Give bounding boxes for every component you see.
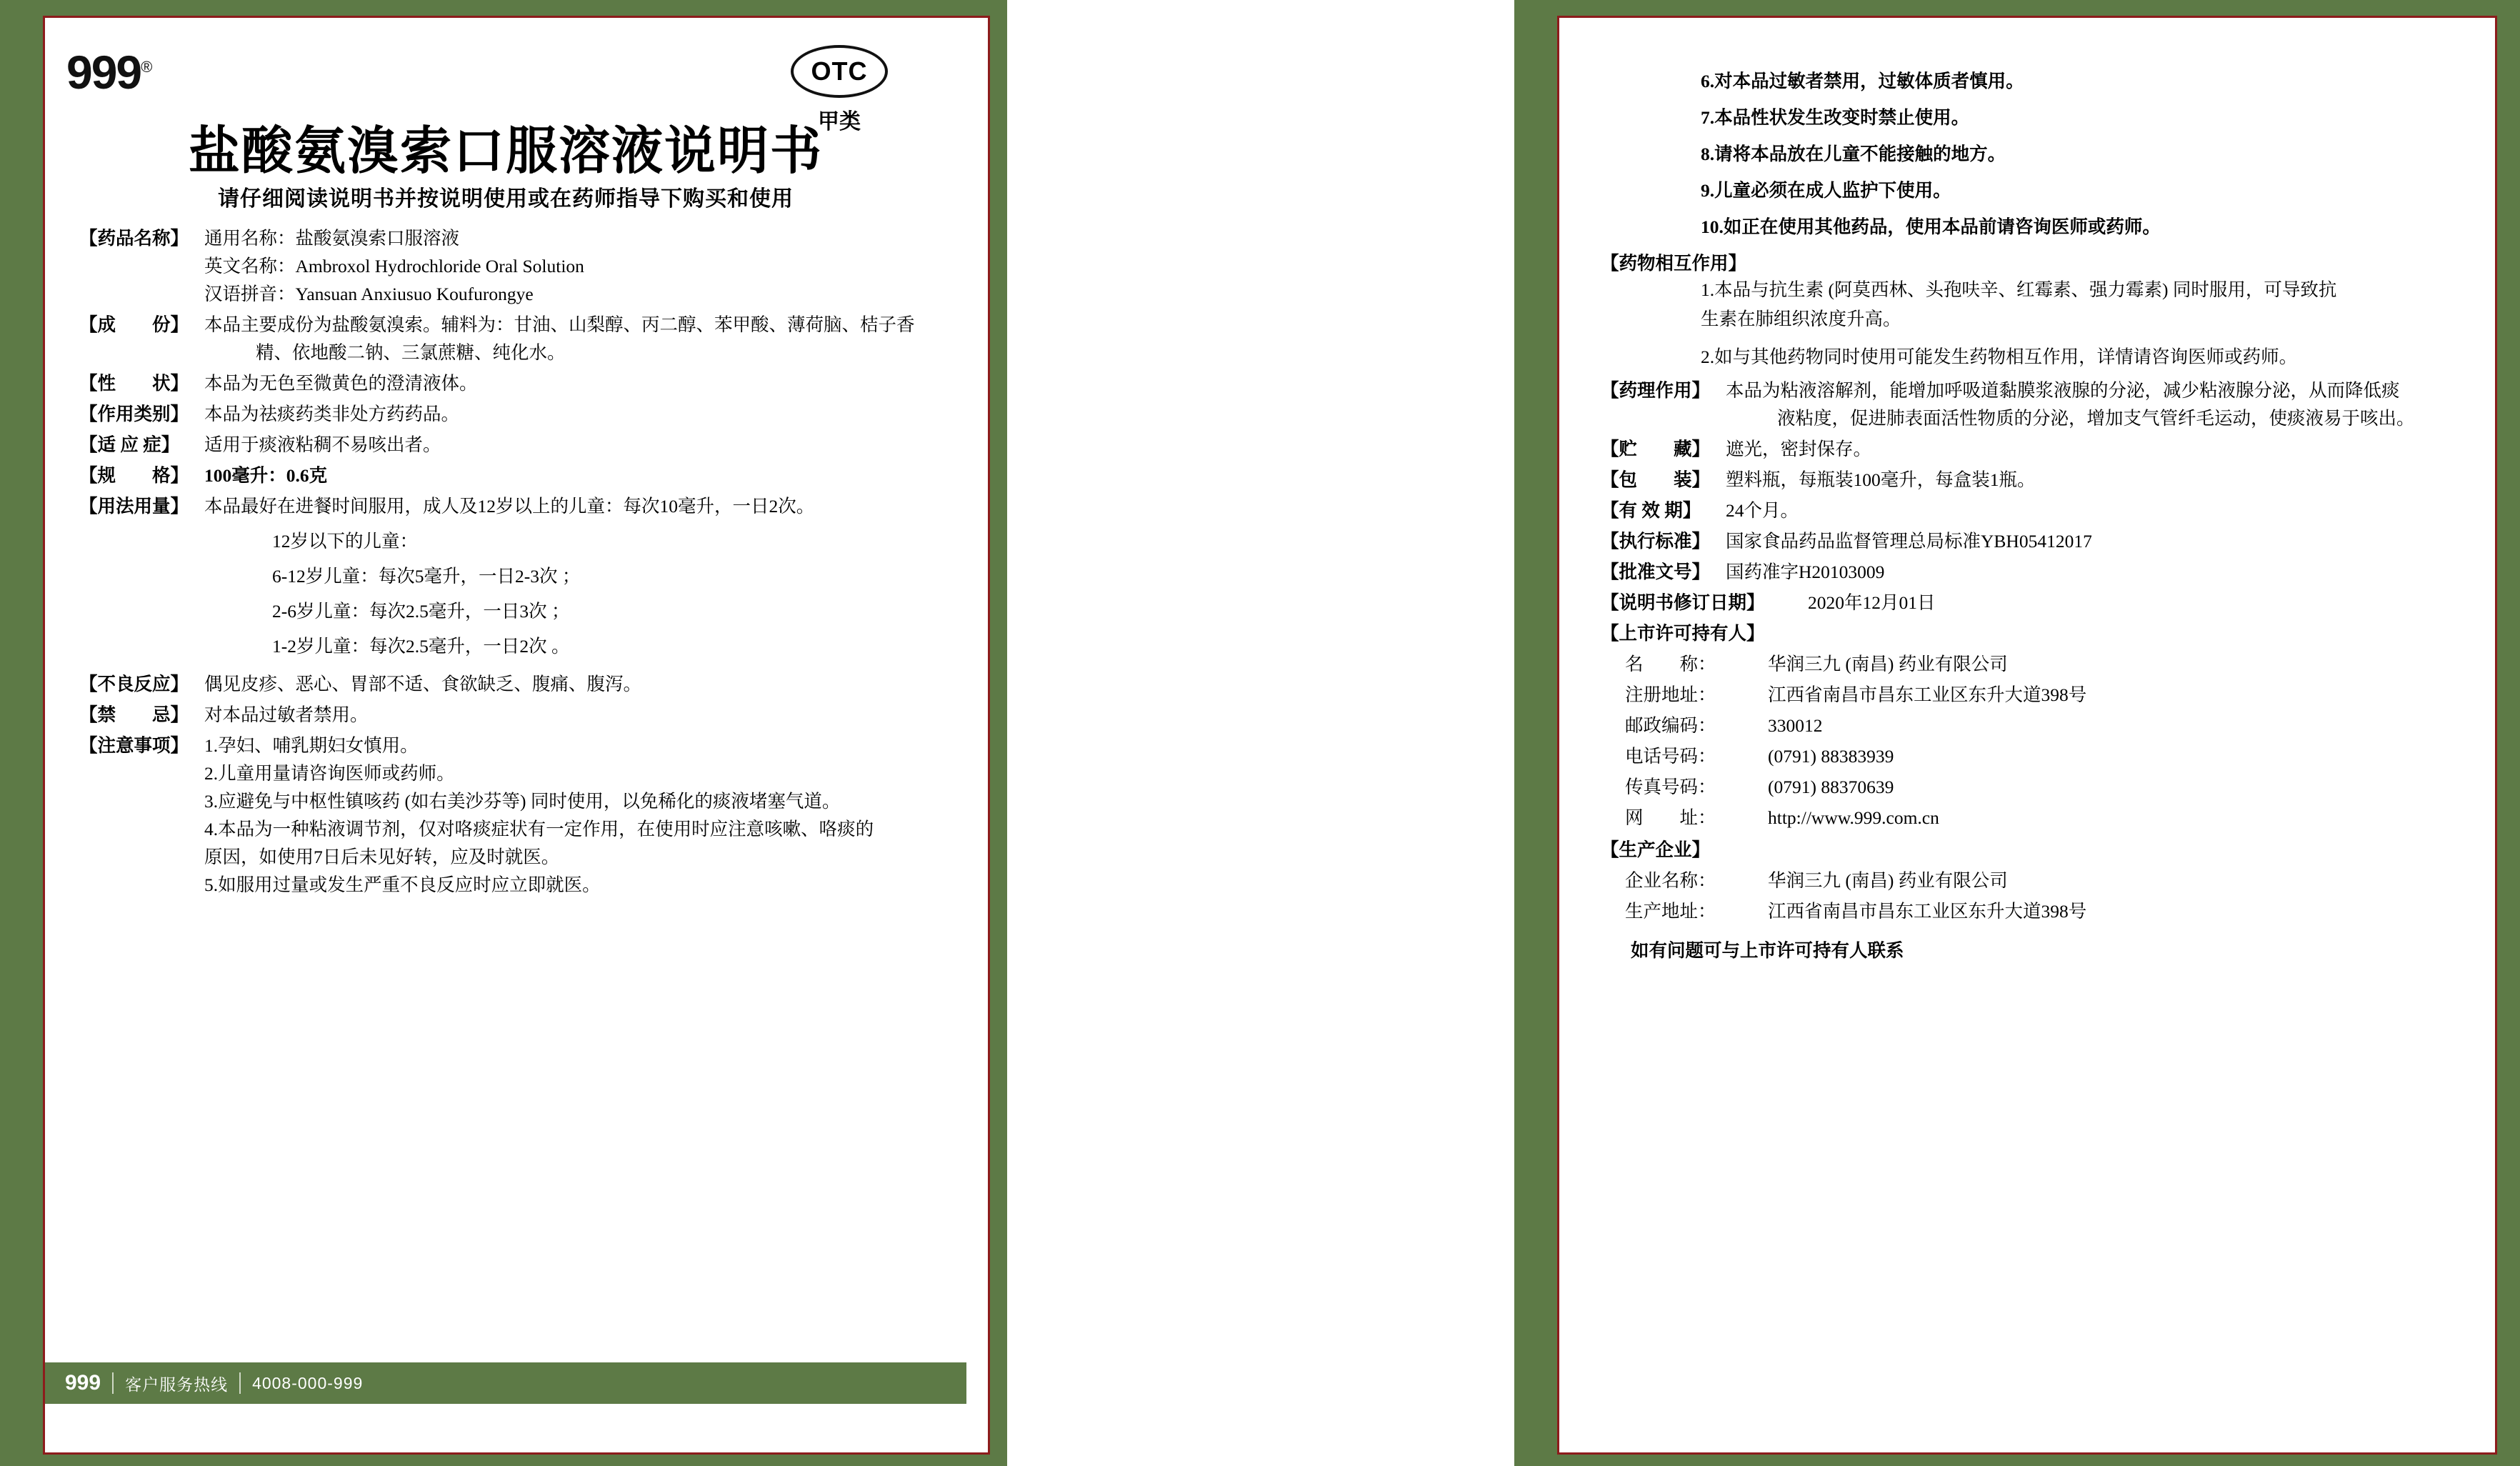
holder-field: [1625, 804, 2458, 831]
section-drug-interactions: [1601, 250, 2458, 370]
section-line: 英文名称：Ambroxol Hydrochloride Oral Solution: [204, 256, 584, 276]
section-label: 【包 装】: [1601, 469, 1711, 490]
field-value: http://www.999.com.cn: [1768, 807, 1939, 828]
field-value: 华润三九 (南昌) 药业有限公司: [1768, 654, 2008, 674]
section-precautions: [79, 732, 936, 899]
section-label: 【作用类别】: [79, 404, 189, 424]
left-footer-bar: [45, 1362, 966, 1404]
precaution-item: 8.请将本品放在儿童不能接触的地方。: [1701, 144, 2006, 164]
section-line: 1-2岁儿童：每次2.5毫升，一日2次 。: [272, 636, 570, 657]
section-line: 2-6岁儿童：每次2.5毫升，一日3次 ；: [272, 601, 570, 622]
left-leaflet-content: [45, 18, 966, 1422]
field-key: 网 址：: [1625, 807, 1716, 828]
section-label: 【成 份】: [79, 314, 189, 335]
right-leaflet-frame: [1557, 16, 2497, 1455]
section-line: 塑料瓶，每瓶装100毫升，每盒装1瓶。: [1726, 469, 2036, 490]
section-storage: [1601, 436, 2458, 464]
section-label: 【禁 忌】: [79, 704, 189, 725]
registered-mark: ®: [141, 58, 151, 76]
precaution-item: 6.对本品过敏者禁用，过敏体质者慎用。: [1701, 71, 2024, 91]
footer-divider: [112, 1372, 114, 1394]
section-line: 4.本品为一种粘液调节剂，仅对咯痰症状有一定作用，在使用时应注意咳嗽、咯痰的: [204, 819, 874, 839]
section-manufacturer: [1601, 837, 2458, 964]
section-line: 汉语拼音：Yansuan Anxiusuo Koufurongye: [204, 284, 534, 304]
section-label: 【不良反应】: [79, 674, 189, 694]
field-value: (0791) 88370639: [1768, 777, 1894, 797]
producer-field: [1625, 867, 2458, 894]
section-adverse-reactions: [79, 671, 936, 699]
section-line: 12岁以下的儿童：: [272, 531, 419, 552]
section-ingredients: [79, 311, 936, 367]
section-line: 偶见皮疹、恶心、胃部不适、食欲缺乏、腹痛、腹泻。: [204, 674, 642, 694]
section-shelf-life: [1601, 497, 2458, 525]
field-key: 传真号码：: [1625, 777, 1716, 797]
field-value: 江西省南昌市昌东工业区东升大道398号: [1768, 901, 2087, 922]
section-line: 液粘度，促进肺表面活性物质的分泌，增加支气管纤毛运动，使痰液易于咳出。: [1777, 408, 2415, 429]
field-value: 330012: [1768, 715, 1823, 736]
section-label: 【用法用量】: [79, 496, 189, 517]
section-line: 国药准字H20103009: [1726, 562, 1885, 582]
section-line: 本品为祛痰药类非处方药药品。: [204, 404, 460, 424]
field-key: 企业名称：: [1625, 870, 1716, 891]
section-line: 2020年12月01日: [1808, 592, 1936, 613]
section-packaging: [1601, 467, 2458, 494]
footer-service-label: 客户服务热线: [125, 1375, 229, 1394]
section-contraindications: [79, 702, 936, 729]
section-category: [79, 401, 936, 429]
holder-field: [1625, 651, 2458, 677]
section-line: 通用名称：盐酸氨溴索口服溶液: [204, 228, 460, 249]
precaution-item: 10.如正在使用其他药品，使用本品前请咨询医师或药师。: [1701, 216, 2161, 237]
section-marketing-holder: [1601, 620, 2458, 831]
section-label: 【药理作用】: [1601, 380, 1711, 401]
producer-field: [1625, 898, 2458, 924]
section-label: 【注意事项】: [79, 735, 189, 756]
section-line: 3.应避免与中枢性镇咳药 (如右美沙芬等) 同时使用，以免稀化的痰液堵塞气道。: [204, 791, 841, 812]
section-dosage: [79, 493, 936, 661]
section-line: 2.儿童用量请咨询医师或药师。: [204, 763, 455, 784]
section-line: 本品为粘液溶解剂，能增加呼吸道黏膜浆液腺的分泌，减少粘液腺分泌，从而降低痰: [1726, 380, 2400, 401]
field-key: 电话号码：: [1625, 746, 1716, 767]
section-label: 【药品名称】: [79, 228, 189, 249]
field-key: 生产地址：: [1625, 901, 1716, 922]
brand-logo-text: 999: [66, 46, 141, 99]
section-label: 【批准文号】: [1601, 562, 1711, 582]
field-key: 注册地址：: [1625, 684, 1716, 705]
brand-logo-999: [66, 45, 151, 99]
section-standard: [1601, 528, 2458, 556]
section-label: 【规 格】: [79, 465, 189, 486]
section-pharmacology: [1601, 377, 2458, 433]
section-line: 本品为无色至微黄色的澄清液体。: [204, 373, 478, 394]
section-line: 原因，如使用7日后未见好转，应及时就医。: [204, 847, 560, 867]
section-line: 对本品过敏者禁用。: [204, 704, 369, 725]
page-title: 盐酸氨溴索口服溶液说明书: [188, 123, 823, 180]
section-label: 【生产企业】: [1601, 839, 1711, 860]
section-line: 适用于痰液粘稠不易咳出者。: [204, 434, 441, 455]
field-key: 邮政编码：: [1625, 715, 1716, 736]
section-approval-number: [1601, 559, 2458, 587]
precaution-item: 9.儿童必须在成人监护下使用。: [1701, 180, 1951, 201]
section-label: 【有 效 期】: [1601, 500, 1701, 521]
section-line: 本品主要成份为盐酸氨溴索。辅料为：甘油、山梨醇、丙二醇、苯甲酸、薄荷脑、桔子香: [204, 314, 915, 335]
section-label: 【说明书修订日期】: [1601, 592, 1765, 613]
section-line: 100毫升：0.6克: [204, 465, 328, 486]
section-line: 生素在肺组织浓度升高。: [1701, 309, 1901, 329]
section-label: 【性 状】: [79, 373, 189, 394]
section-label: 【药物相互作用】: [1601, 253, 1747, 274]
field-value: (0791) 88383939: [1768, 746, 1894, 767]
section-line: 本品最好在进餐时间服用，成人及12岁以上的儿童：每次10毫升，一日2次。: [204, 496, 815, 517]
left-leaflet-background: [0, 0, 1007, 1466]
section-label: 【上市许可持有人】: [1601, 623, 1765, 644]
section-drug-name: [79, 225, 936, 309]
field-key: 名 称：: [1625, 654, 1716, 674]
page-subtitle: 请仔细阅读说明书并按说明使用或在药师指导下购买和使用: [218, 187, 794, 211]
section-line: 1.本品与抗生素 (阿莫西林、头孢呋辛、红霉素、强力霉素) 同时服用，可导致抗: [1701, 279, 2337, 300]
section-specification: [79, 462, 936, 490]
section-indications: [79, 432, 936, 459]
section-revision-date: [1601, 589, 2458, 617]
contact-note: 如有问题可与上市许可持有人联系: [1631, 940, 1904, 961]
left-leaflet-frame: [43, 16, 990, 1455]
footer-service-phone: 4008-000-999: [252, 1373, 364, 1392]
holder-field: [1625, 774, 2458, 800]
section-line: 6-12岁儿童：每次5毫升，一日2-3次 ；: [272, 566, 581, 587]
section-line: 遮光，密封保存。: [1726, 439, 1872, 459]
field-value: 江西省南昌市昌东工业区东升大道398号: [1768, 684, 2087, 705]
section-line: 2.如与其他药物同时使用可能发生药物相互作用，详情请咨询医师或药师。: [1701, 346, 2298, 367]
otc-label: OTC: [791, 45, 888, 98]
section-label: 【适 应 症】: [79, 434, 180, 455]
otc-class-label: 甲类: [818, 110, 861, 134]
footer-divider: [239, 1372, 241, 1394]
section-line: 5.如服用过量或发生严重不良反应时应立即就医。: [204, 874, 601, 895]
left-body: [79, 225, 936, 902]
section-appearance: [79, 370, 936, 398]
section-line: 国家食品药品监督管理总局标准YBH05412017: [1726, 531, 2092, 552]
field-value: 华润三九 (南昌) 药业有限公司: [1768, 870, 2008, 891]
section-line: 精、依地酸二钠、三氯蔗糖、纯化水。: [256, 342, 566, 363]
holder-field: [1625, 712, 2458, 739]
holder-field: [1625, 682, 2458, 708]
footer-logo-999: 999: [65, 1371, 101, 1395]
precaution-item: 7.本品性状发生改变时禁止使用。: [1701, 107, 1970, 128]
holder-field: [1625, 743, 2458, 769]
right-leaflet-background: [1514, 0, 2520, 1466]
section-label: 【执行标准】: [1601, 531, 1711, 552]
right-body: [1601, 68, 2458, 964]
section-label: 【贮 藏】: [1601, 439, 1711, 459]
section-line: 1.孕妇、哺乳期妇女慎用。: [204, 735, 419, 756]
section-line: 24个月。: [1726, 500, 1799, 521]
